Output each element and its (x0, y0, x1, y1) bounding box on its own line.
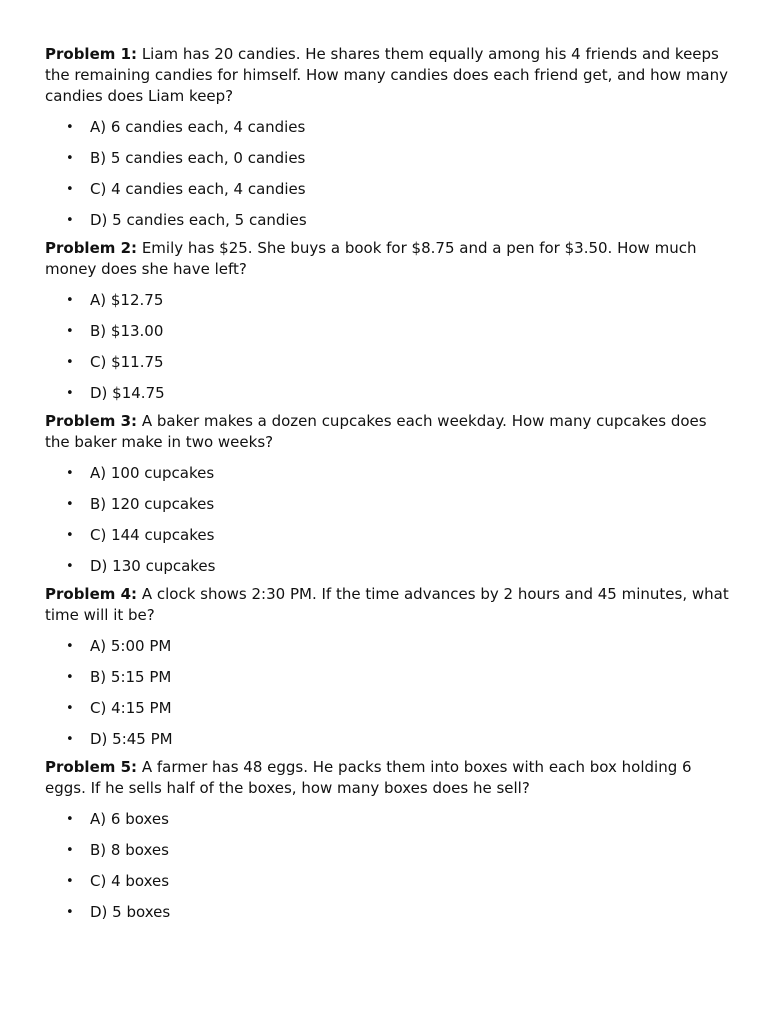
problem-statement (45, 411, 729, 453)
answer-options (45, 285, 728, 409)
problem-label: Problem 3: (45, 412, 138, 430)
problem-question: A clock shows 2:30 PM. If the time advances by 2 hours and 45 minutes, what time will it be? (45, 585, 729, 624)
answer-option: • B) 120 cupcakes (45, 489, 728, 520)
answer-option: • A) 100 cupcakes (45, 458, 728, 489)
answer-option: • D) 5 candies each, 5 candies (45, 205, 728, 236)
problem-statement (45, 238, 729, 280)
answer-option: • D) 5:45 PM (45, 724, 728, 755)
answer-option: • C) 4 boxes (45, 866, 728, 897)
answer-option: • B) 5:15 PM (45, 662, 728, 693)
answer-option: • B) 5 candies each, 0 candies (45, 143, 728, 174)
problem-5 (45, 757, 728, 928)
answer-option: • B) 8 boxes (45, 835, 728, 866)
problem-statement (45, 584, 729, 626)
answer-option: • A) 6 boxes (45, 804, 728, 835)
problem-label: Problem 4: (45, 585, 138, 603)
problem-statement (45, 44, 729, 107)
problem-4 (45, 584, 728, 755)
problem-statement (45, 757, 729, 799)
problem-question: A baker makes a dozen cupcakes each weekday. How many cupcakes does the baker make in two weeks? (45, 412, 707, 451)
answer-options (45, 631, 728, 755)
answer-option: • A) $12.75 (45, 285, 728, 316)
problem-2 (45, 238, 728, 409)
answer-option: • C) $11.75 (45, 347, 728, 378)
answer-option: • A) 5:00 PM (45, 631, 728, 662)
answer-options (45, 804, 728, 928)
problem-label: Problem 2: (45, 239, 138, 257)
answer-option: • C) 144 cupcakes (45, 520, 728, 551)
answer-option: • D) $14.75 (45, 378, 728, 409)
problem-question: Liam has 20 candies. He shares them equally among his 4 friends and keeps the remaining candies for himself. How many candies does each friend get, and how many candies does Liam keep? (45, 45, 729, 105)
problem-3 (45, 411, 728, 582)
answer-option: • D) 5 boxes (45, 897, 728, 928)
answer-option: • A) 6 candies each, 4 candies (45, 112, 728, 143)
problem-question: Emily has $25. She buys a book for $8.75 and a pen for $3.50. How much money does she have left? (45, 239, 697, 278)
answer-options (45, 458, 728, 582)
answer-option: • C) 4:15 PM (45, 693, 728, 724)
answer-option: • D) 130 cupcakes (45, 551, 728, 582)
problem-1 (45, 44, 728, 236)
answer-option: • B) $13.00 (45, 316, 728, 347)
problem-question: A farmer has 48 eggs. He packs them into boxes with each box holding 6 eggs. If he sells half of the boxes, how many boxes does he sell? (45, 758, 692, 797)
answer-options (45, 112, 728, 236)
answer-option: • C) 4 candies each, 4 candies (45, 174, 728, 205)
problem-label: Problem 5: (45, 758, 138, 776)
problem-label: Problem 1: (45, 45, 138, 63)
